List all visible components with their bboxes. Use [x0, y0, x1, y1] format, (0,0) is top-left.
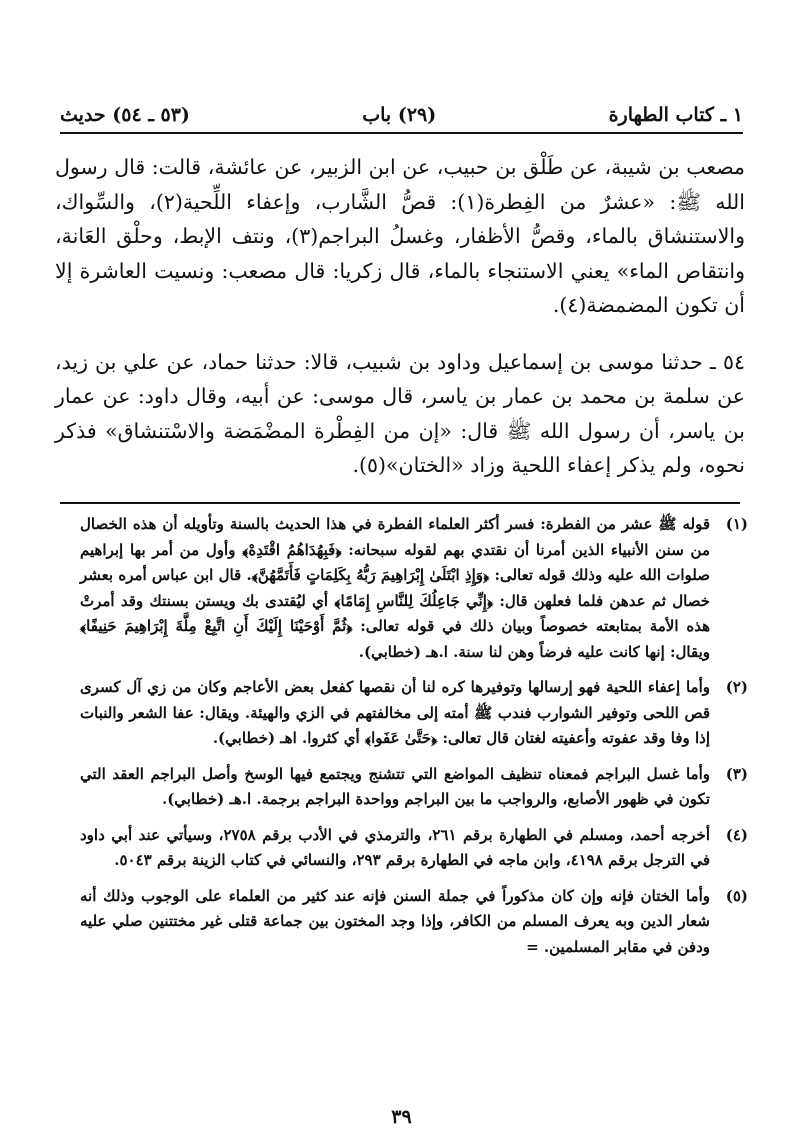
hadith-53-text: مصعب بن شيبة، عن طَلْق بن حبيب، عن ابن الزبير، عن عائشة، قالت: قال رسول الله ﷺ: «عشرٌ من الفِطرة(١): قصُّ الشَّارب، وإعفاء اللِّحية(٢)، والسِّواك، والاستنشاق بالماء، وقصُّ الأظفار، وغسلُ البراجم(٣)، ونتف الإبط، وحلْق العَانة، وانتقاص الماء» يعني الاستنجاء بالماء، قال زكريا: قال مصعب: ونسيت العاشرة إلا أن تكون المضمضة(٤). — [55, 155, 745, 317]
footnote-separator — [60, 502, 740, 504]
footnote-text: أخرجه أحمد، ومسلم في الطهارة برقم ٢٦١، والترمذي في الأدب برقم ٢٧٥٨، وسيأتي عند أبي داود في الترجل برقم ٤١٩٨، وابن ماجه في الطهارة برقم ٢٩٣، والنسائي في كتاب الزينة برقم ٥٠٤٣. — [80, 825, 710, 869]
page-number: ٣٩ — [391, 1106, 412, 1128]
footnote — [80, 675, 748, 752]
footnote — [80, 512, 748, 665]
footnote-number: (٤) — [725, 825, 748, 844]
footnote-text: وأما إعفاء اللحية فهو إرسالها وتوفيرها كره لنا أن نقصها كفعل بعض الأعاجم وكان من زي آل كسرى قص اللحى وتوفير الشوارب فندب ﷺ أمته إلى مخالفتهم في الزي والهيئة. ويقال: عفا الشعر والنبات إذا وفا وقد عفوته وأعفيته لغتان قال تعالى: ﴿حَتَّىٰ عَفَوا﴾ أي كثروا. اهـ (خطابي). — [80, 678, 710, 747]
header-hadith-range: (٥٣ ـ ٥٤) حديث — [60, 104, 190, 126]
footnote-text: قوله ﷺ عشر من الفطرة: فسر أكثر العلماء الفطرة في هذا الحديث بالسنة وتأويله أن هذه الخصال من سنن الأنبياء الذين أمرنا أن نقتدي بهم لقوله سبحانه: ﴿فَبِهُدَاهُمُ اقْتَدِهْ﴾ وأول من أمر بها إبراهيم صلوات الله عليه وذلك قوله تعالى: ﴿وَإِذِ ابْتَلَىٰ إِبْرَاهِيمَ رَبُّهُ بِكَلِمَاتٍ فَأَتَمَّهُنَّ﴾. قال ابن عباس أمره بعشر خصال ثم عدهن فلما فعلهن قال: ﴿إِنِّي جَاعِلُكَ لِلنَّاسِ إِمَامًا﴾ أي ليُقتدى بك ويستن بسنتك وقد أمرتْ هذه الأمة بمتابعته خصوصاً وبيان ذلك في قوله تعالى: ﴿ثُمَّ أَوْحَيْنَا إِلَيْكَ أَنِ اتَّبِعْ مِلَّةَ إِبْرَاهِيمَ حَنِيفًا﴾ ويقال: إنها كانت عليه فرضاً وهن لنا سنة. ا.هـ (خطابي). — [80, 515, 710, 661]
footnote-number: (١) — [725, 515, 748, 533]
footnote-number: (٣) — [725, 764, 748, 783]
footnotes — [80, 512, 748, 970]
running-header — [60, 98, 743, 134]
header-section: (٢٩) باب — [362, 104, 437, 126]
footnote-text: وأما الختان فإنه وإن كان مذكوراً في جملة السنن فإنه عند كثير من العلماء على الوجوب وذلك أنه شعار الدين وبه يعرف المسلم من الكافر، وإذا وجد المختون بين جماعة قتلى غير مختتنين صلي عليه ودفن في مقابر المسلمين. = — [80, 886, 710, 956]
main-text — [55, 150, 745, 483]
footnote-text: وأما غسل البراجم فمعناه تنظيف المواضع التي تتشنج ويجتمع فيها الوسخ وأصل البراجم العقد التي تكون في ظهور الأصابع، والرواجب ما بين البراجم وواحدة البراجم برجمة. ا.هـ (خطابي). — [80, 764, 710, 808]
footnote-number: (٥) — [725, 886, 748, 905]
footnote — [80, 884, 748, 961]
hadith-54-text: ٥٤ ـ حدثنا موسى بن إسماعيل وداود بن شبيب، قالا: حدثنا حماد، عن علي بن زيد، عن سلمة بن محمد بن عمار بن ياسر، قال موسى: عن أبيه، وقال داود: عن عمار بن ياسر، أن رسول الله ﷺ قال: «إن من الفِطْرة المضْمَضة والاسْتنشاق» فذكر نحوه، ولم يذكر إعفاء اللحية وزاد «الختان»(٥). — [55, 349, 745, 477]
footnote — [80, 762, 748, 813]
footnote-number: (٢) — [725, 678, 748, 696]
header-chapter: ١ ـ كتاب الطهارة — [608, 104, 743, 126]
footnote — [80, 823, 748, 874]
